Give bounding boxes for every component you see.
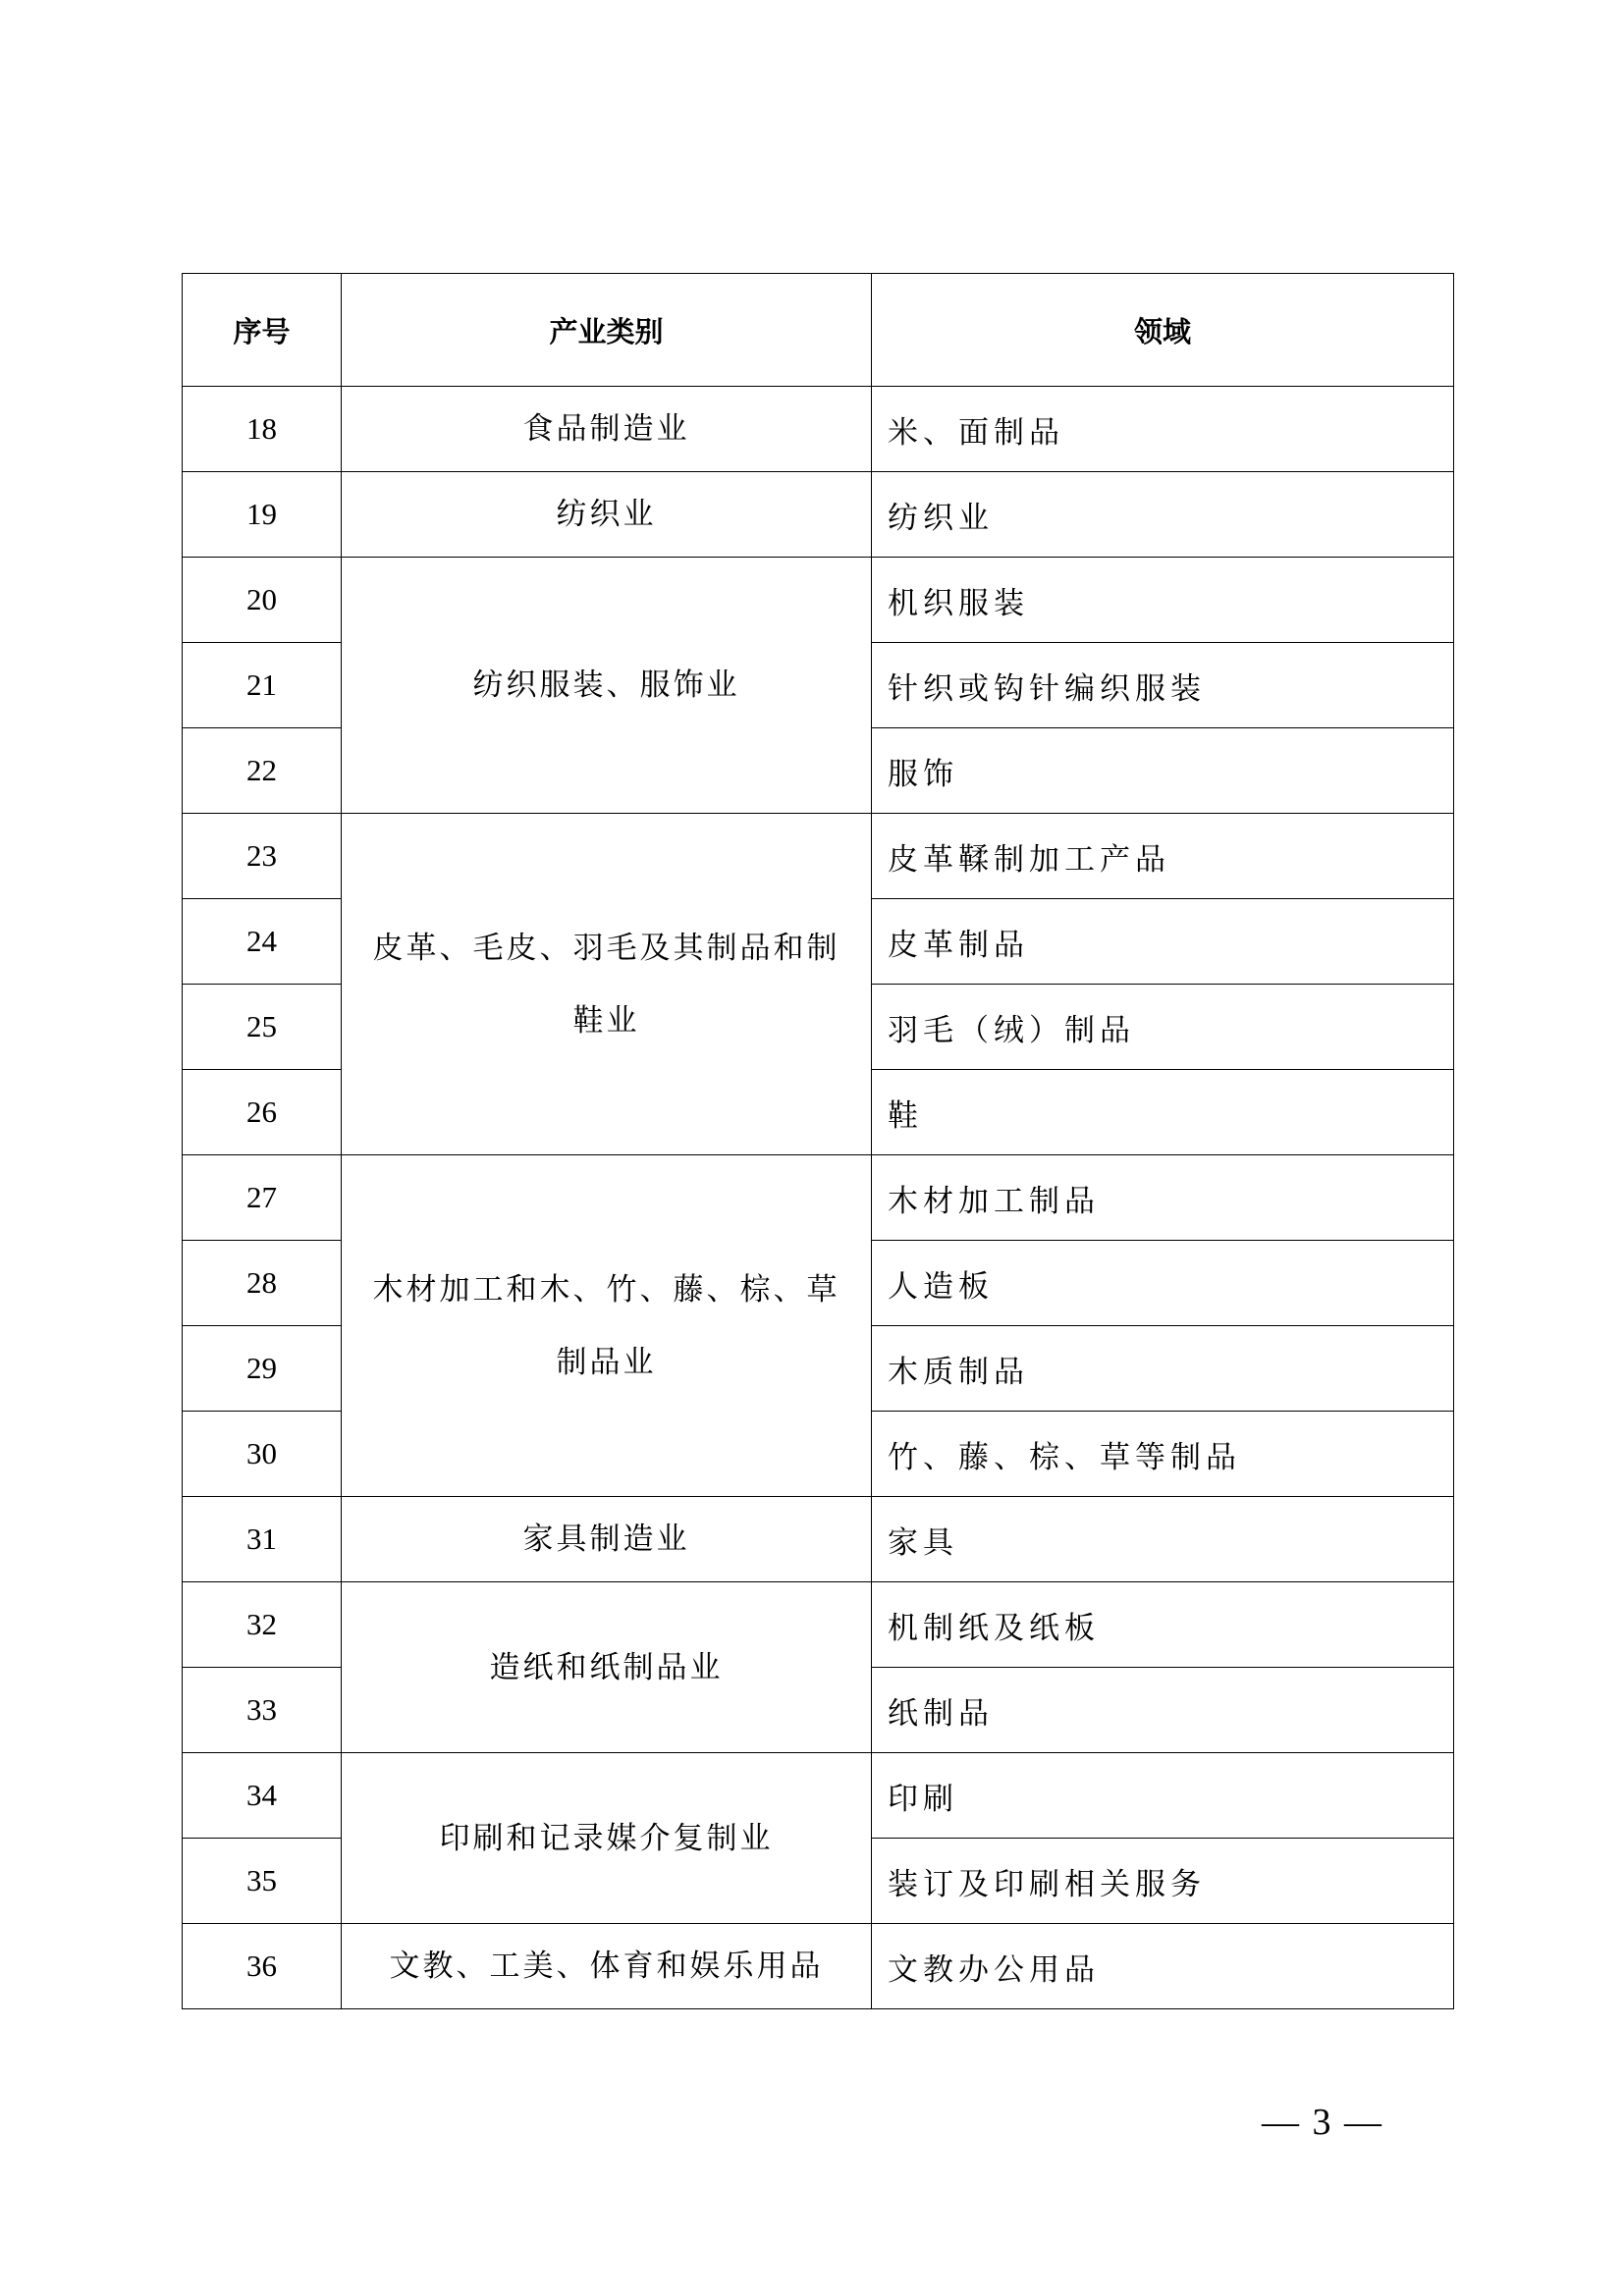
field-cell: 印刷: [872, 1753, 1454, 1839]
table-row: [183, 814, 1454, 899]
field-cell: 人造板: [872, 1241, 1454, 1326]
industry-field-table: [182, 273, 1454, 2009]
seq-cell: 21: [183, 643, 342, 728]
seq-cell: 18: [183, 387, 342, 472]
page-number: — 3 —: [1262, 2102, 1383, 2143]
industry-cell: 文教、工美、体育和娱乐用品: [342, 1924, 872, 2009]
seq-cell: 19: [183, 472, 342, 558]
seq-cell: 28: [183, 1241, 342, 1326]
table-header-row: [183, 274, 1454, 387]
industry-cell: 印刷和记录媒介复制业: [342, 1753, 872, 1924]
seq-cell: 24: [183, 899, 342, 985]
table-row: [183, 1924, 1454, 2009]
field-cell: 服饰: [872, 728, 1454, 814]
seq-cell: 35: [183, 1839, 342, 1924]
seq-cell: 23: [183, 814, 342, 899]
field-cell: 皮革鞣制加工产品: [872, 814, 1454, 899]
table-row: [183, 1497, 1454, 1582]
industry-cell: 纺织业: [342, 472, 872, 558]
industry-cell: 木材加工和木、竹、藤、棕、草制品业: [342, 1155, 872, 1497]
table-row: [183, 1155, 1454, 1241]
field-cell: 鞋: [872, 1070, 1454, 1155]
field-cell: 机制纸及纸板: [872, 1582, 1454, 1668]
table-row: [183, 387, 1454, 472]
seq-cell: 26: [183, 1070, 342, 1155]
field-cell: 纺织业: [872, 472, 1454, 558]
seq-cell: 29: [183, 1326, 342, 1412]
industry-cell: 家具制造业: [342, 1497, 872, 1582]
header-seq: 序号: [183, 274, 342, 387]
seq-cell: 20: [183, 558, 342, 643]
field-cell: 文教办公用品: [872, 1924, 1454, 2009]
industry-cell: 食品制造业: [342, 387, 872, 472]
industry-cell: 造纸和纸制品业: [342, 1582, 872, 1753]
table-row: [183, 1582, 1454, 1668]
field-cell: 纸制品: [872, 1668, 1454, 1753]
header-industry: 产业类别: [342, 274, 872, 387]
field-cell: 米、面制品: [872, 387, 1454, 472]
seq-cell: 36: [183, 1924, 342, 2009]
header-field: 领域: [872, 274, 1454, 387]
seq-cell: 32: [183, 1582, 342, 1668]
field-cell: 竹、藤、棕、草等制品: [872, 1412, 1454, 1497]
seq-cell: 34: [183, 1753, 342, 1839]
seq-cell: 25: [183, 985, 342, 1070]
seq-cell: 33: [183, 1668, 342, 1753]
seq-cell: 27: [183, 1155, 342, 1241]
seq-cell: 22: [183, 728, 342, 814]
industry-cell: 皮革、毛皮、羽毛及其制品和制鞋业: [342, 814, 872, 1155]
table-row: [183, 472, 1454, 558]
field-cell: 羽毛（绒）制品: [872, 985, 1454, 1070]
field-cell: 木材加工制品: [872, 1155, 1454, 1241]
field-cell: 机织服装: [872, 558, 1454, 643]
seq-cell: 30: [183, 1412, 342, 1497]
field-cell: 木质制品: [872, 1326, 1454, 1412]
field-cell: 装订及印刷相关服务: [872, 1839, 1454, 1924]
table-row: [183, 1753, 1454, 1839]
industry-cell: 纺织服装、服饰业: [342, 558, 872, 814]
field-cell: 皮革制品: [872, 899, 1454, 985]
field-cell: 家具: [872, 1497, 1454, 1582]
table-row: [183, 558, 1454, 643]
field-cell: 针织或钩针编织服装: [872, 643, 1454, 728]
seq-cell: 31: [183, 1497, 342, 1582]
